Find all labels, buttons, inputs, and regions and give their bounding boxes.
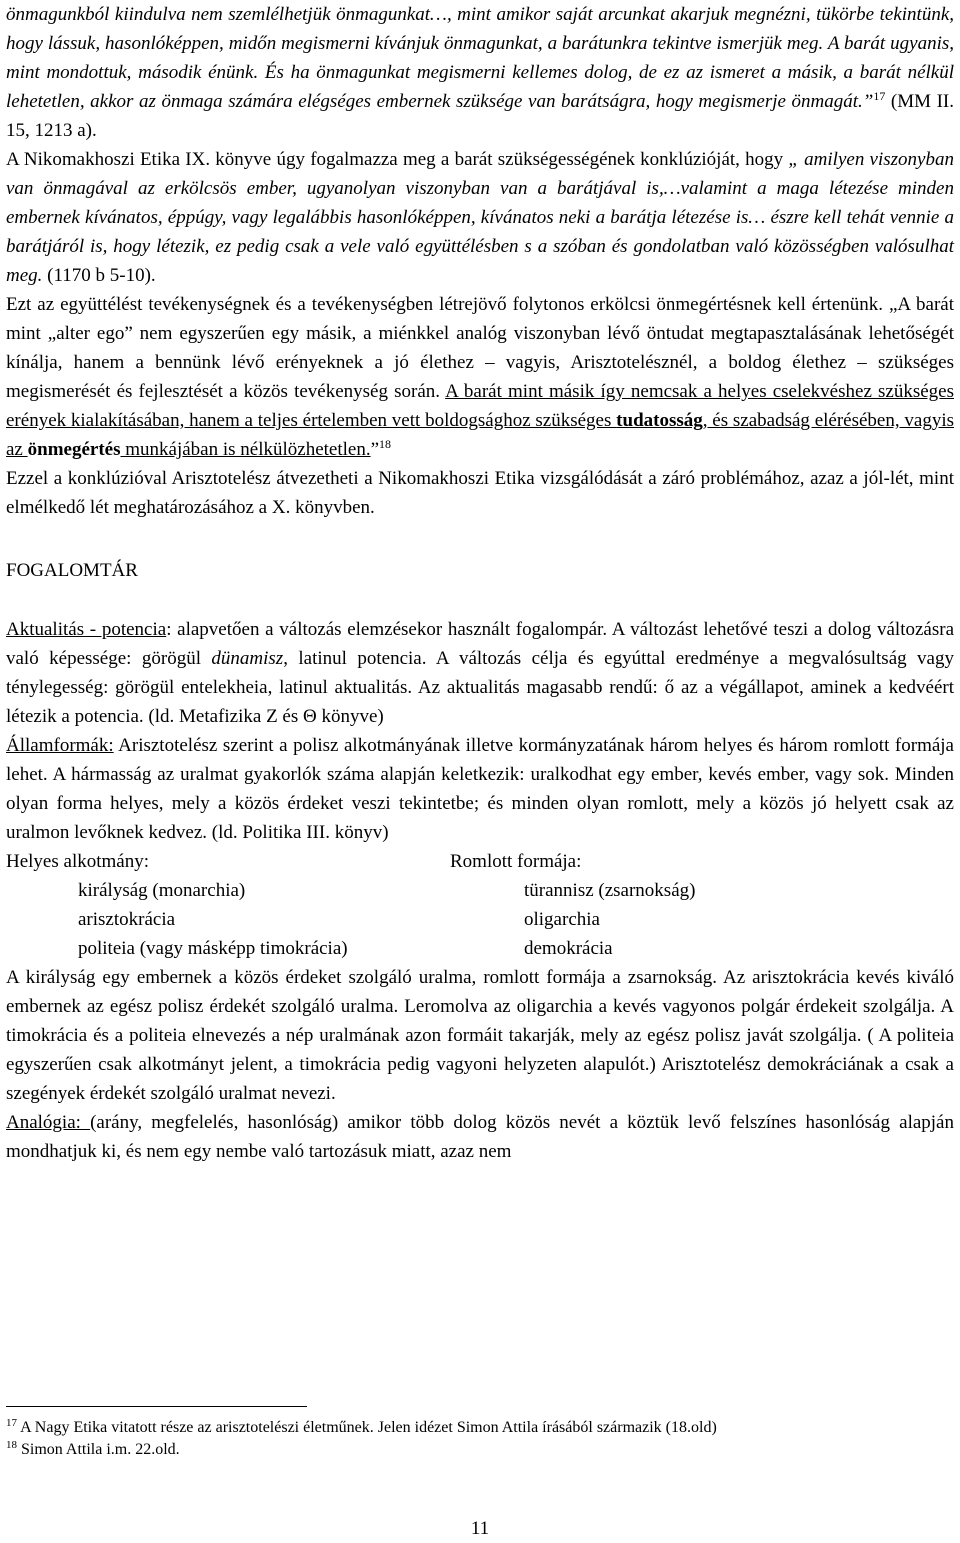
entry-analogia: Analógia: (arány, megfelelés, hasonlóság) amikor több dolog közös nevét a köztük levő felszínes hasonlóság alapján mondhatjuk ki, és nem egy nembe való tartozásuk miatt, azaz nem <box>6 1112 954 1162</box>
term-analogia: Analógia: <box>6 1112 91 1133</box>
footnote-ref-18[interactable]: 18 <box>379 437 392 451</box>
footnote-18: $^{18}$ Simon Attila i.m. 22.old. <box>6 1439 180 1458</box>
footnote-17: $^{17}$ A Nagy Etika vitatott része az arisztotelészi életműnek. Jelen idézet Simon Attila írásából származik (18.old) <box>6 1417 717 1436</box>
footnote-separator <box>6 1406 307 1407</box>
entry-aktualitas: Aktualitás - potencia: alapvetően a változás elemzésekor használt fogalompár. A változást lehetővé teszi a dolog változásra való képessége: görögül dünamisz, latinul potencia. A változás célja és egyúttal eredménye a megvalósultság vagy ténylegesség: görögül entelekheia, latinul aktualitás. Az aktualitás magasabb rendű: ő az a végállapot, aminek a kedvéért létezik a potencia. (ld. Metafizika Z és Θ könyve) <box>6 619 955 727</box>
term-aktualitas: Aktualitás - potencia <box>6 619 167 640</box>
good-form-2: arisztokrácia <box>78 909 176 930</box>
header-bad: Romlott formája: <box>450 851 582 872</box>
bad-form-2: oligarchia <box>524 909 600 930</box>
ne-citation: (1170 b 5-10). <box>42 265 156 286</box>
main-text <box>6 0 954 1166</box>
keyword-onmegertes: önmegértés <box>27 439 121 460</box>
paragraph-nikomakhoszi: A Nikomakhoszi Etika IX. könyve úgy fogalmazza meg a barát szükségességének konklúzióját, hogy „ amilyen viszonyban van önmagával az erkölcsös ember, ugyanolyan viszonyban van a barátjával is,…valamint a maga létezése minden embernek kívánatos, éppúgy, vagy legalábbis hasonlóképpen, kívánatos neki a barátja létezése is… észre kell tehát vennie a barátjáról is, hogy létezik, ez pedig csak a vele való együttélésben s a szóban és gondolatban való közösségben valósulhat meg. (1170 b 5-10). <box>6 149 954 286</box>
entry-allamformak: Államformák: Arisztotelész szerint a polisz alkotmányának illetve kormányzatának három helyes és három romlott formája lehet. A hármasság az uralmat gyakorlók száma alapján keletkezik: uralkodhat egy ember, kevés ember, vagy sok. Minden olyan forma helyes, mely a közös érdeket veszi tekintetbe; és minden olyan romlott, mely a közös jó helyett csak az uralmon levőknek kedvez. (ld. Politika III. könyv) <box>6 735 954 843</box>
mm-citation: (MM II. 15, 1213 a). <box>6 91 954 141</box>
paragraph-egyutteles: Ezt az együttélést tevékenységnek és a tevékenységben létrejövő folytonos erkölcsi önmegértésnek kell értenünk. „A barát mint „alter ego” nem egyszerűen egy másik, a miénkkel analóg viszonyban lévő öntudat megtapasztalásának lehetőségét kínálja, hanem a bennünk lévő erényeknek a jó élethez – vagyis, Arisztotelésznél, a boldog élethez – szükséges megismerését és fejlesztését a közös tevékenység során. A barát mint másik így nemcsak a helyes cselekvéshez szükséges erények kialakításában, hanem a teljes értelemben vett boldogsághoz szükséges tudatosság, és szabadság elérésében, vagyis az önmegértés munkájában is nélkülözhetetlen.”$^{18}$ <box>6 294 954 460</box>
header-good: Helyes alkotmány: <box>6 851 149 872</box>
mm-quote: önmagunkból kiindulva nem szemlélhetjük önmagunkat…, mint amikor saját arcunkat akarjuk megnézni, tükörbe tekintünk, hogy lássuk, hasonlóképpen, midőn megismerni kívánjuk önmagunkat, a barátunkra tekintve ismerjük meg. A barát ugyanis, mint mondottuk, második énünk. És ha önmagunkat megismerni kellemes dolog, de ez az ismeret a másik, a barát nélkül lehetetlen, akkor az önmaga számára elégséges embernek szüksége van barátságra, hogy megismerje önmagát.” <box>6 4 954 112</box>
page-number: 11 <box>470 1518 490 1539</box>
bad-form-3: demokrácia <box>524 938 613 959</box>
bad-form-1: türannisz (zsarnokság) <box>524 880 696 901</box>
paragraph-friendship-quote <box>6 0 954 145</box>
section-heading-fogalomtar: FOGALOMTÁR <box>6 560 138 581</box>
good-form-1: királyság (monarchia) <box>78 880 246 901</box>
good-form-3: politeia (vagy másképp timokrácia) <box>78 938 348 959</box>
keyword-tudatossag: tudatosság <box>616 410 703 431</box>
constitution-table <box>6 847 954 963</box>
footnote-ref-17[interactable]: 17 <box>873 89 886 103</box>
paragraph-konkluzio: Ezzel a konklúzióval Arisztotelész átvezetheti a Nikomakhoszi Etika vizsgálódását a záró problémához, azaz a jól-lét, mint elmélkedő lét meghatározásához a X. könyvben. <box>6 468 954 518</box>
paragraph-kiralysag: A királyság egy embernek a közös érdeket szolgáló uralma, romlott formája a zsarnokság. Az arisztokrácia kevés kiváló embernek az egész polisz érdekét szolgáló uralma. Leromolva az oligarchia a kevés vagyonos polgár érdekeit szolgálja. A timokrácia és a politeia elnevezés a nép uralmának azon formáit takarják, mely az egész polisz javát szolgálja. ( A politeia egyszerűen csak alkotmányt jelent, a timokrácia pedig vagyoni helyzeten alapulót.) Arisztotelész demokráciának a csak a szegények érdekét szolgáló uralmat nevezi. <box>6 967 954 1104</box>
term-allamformak: Államformák: <box>6 735 114 756</box>
ne-quote: „ amilyen viszonyban van önmagával az erkölcsös ember, ugyanolyan viszonyban van a barátjával is,…valamint a maga létezése minden embernek kívánatos, éppúgy, vagy legalábbis hasonlóképpen, kívánatos neki a barátja létezése is… észre kell tehát vennie a barátjáról is, hogy létezik, ez pedig csak a vele való együttélésben s a szóban és gondolatban való közösségben valósulhat meg. <box>6 149 954 286</box>
